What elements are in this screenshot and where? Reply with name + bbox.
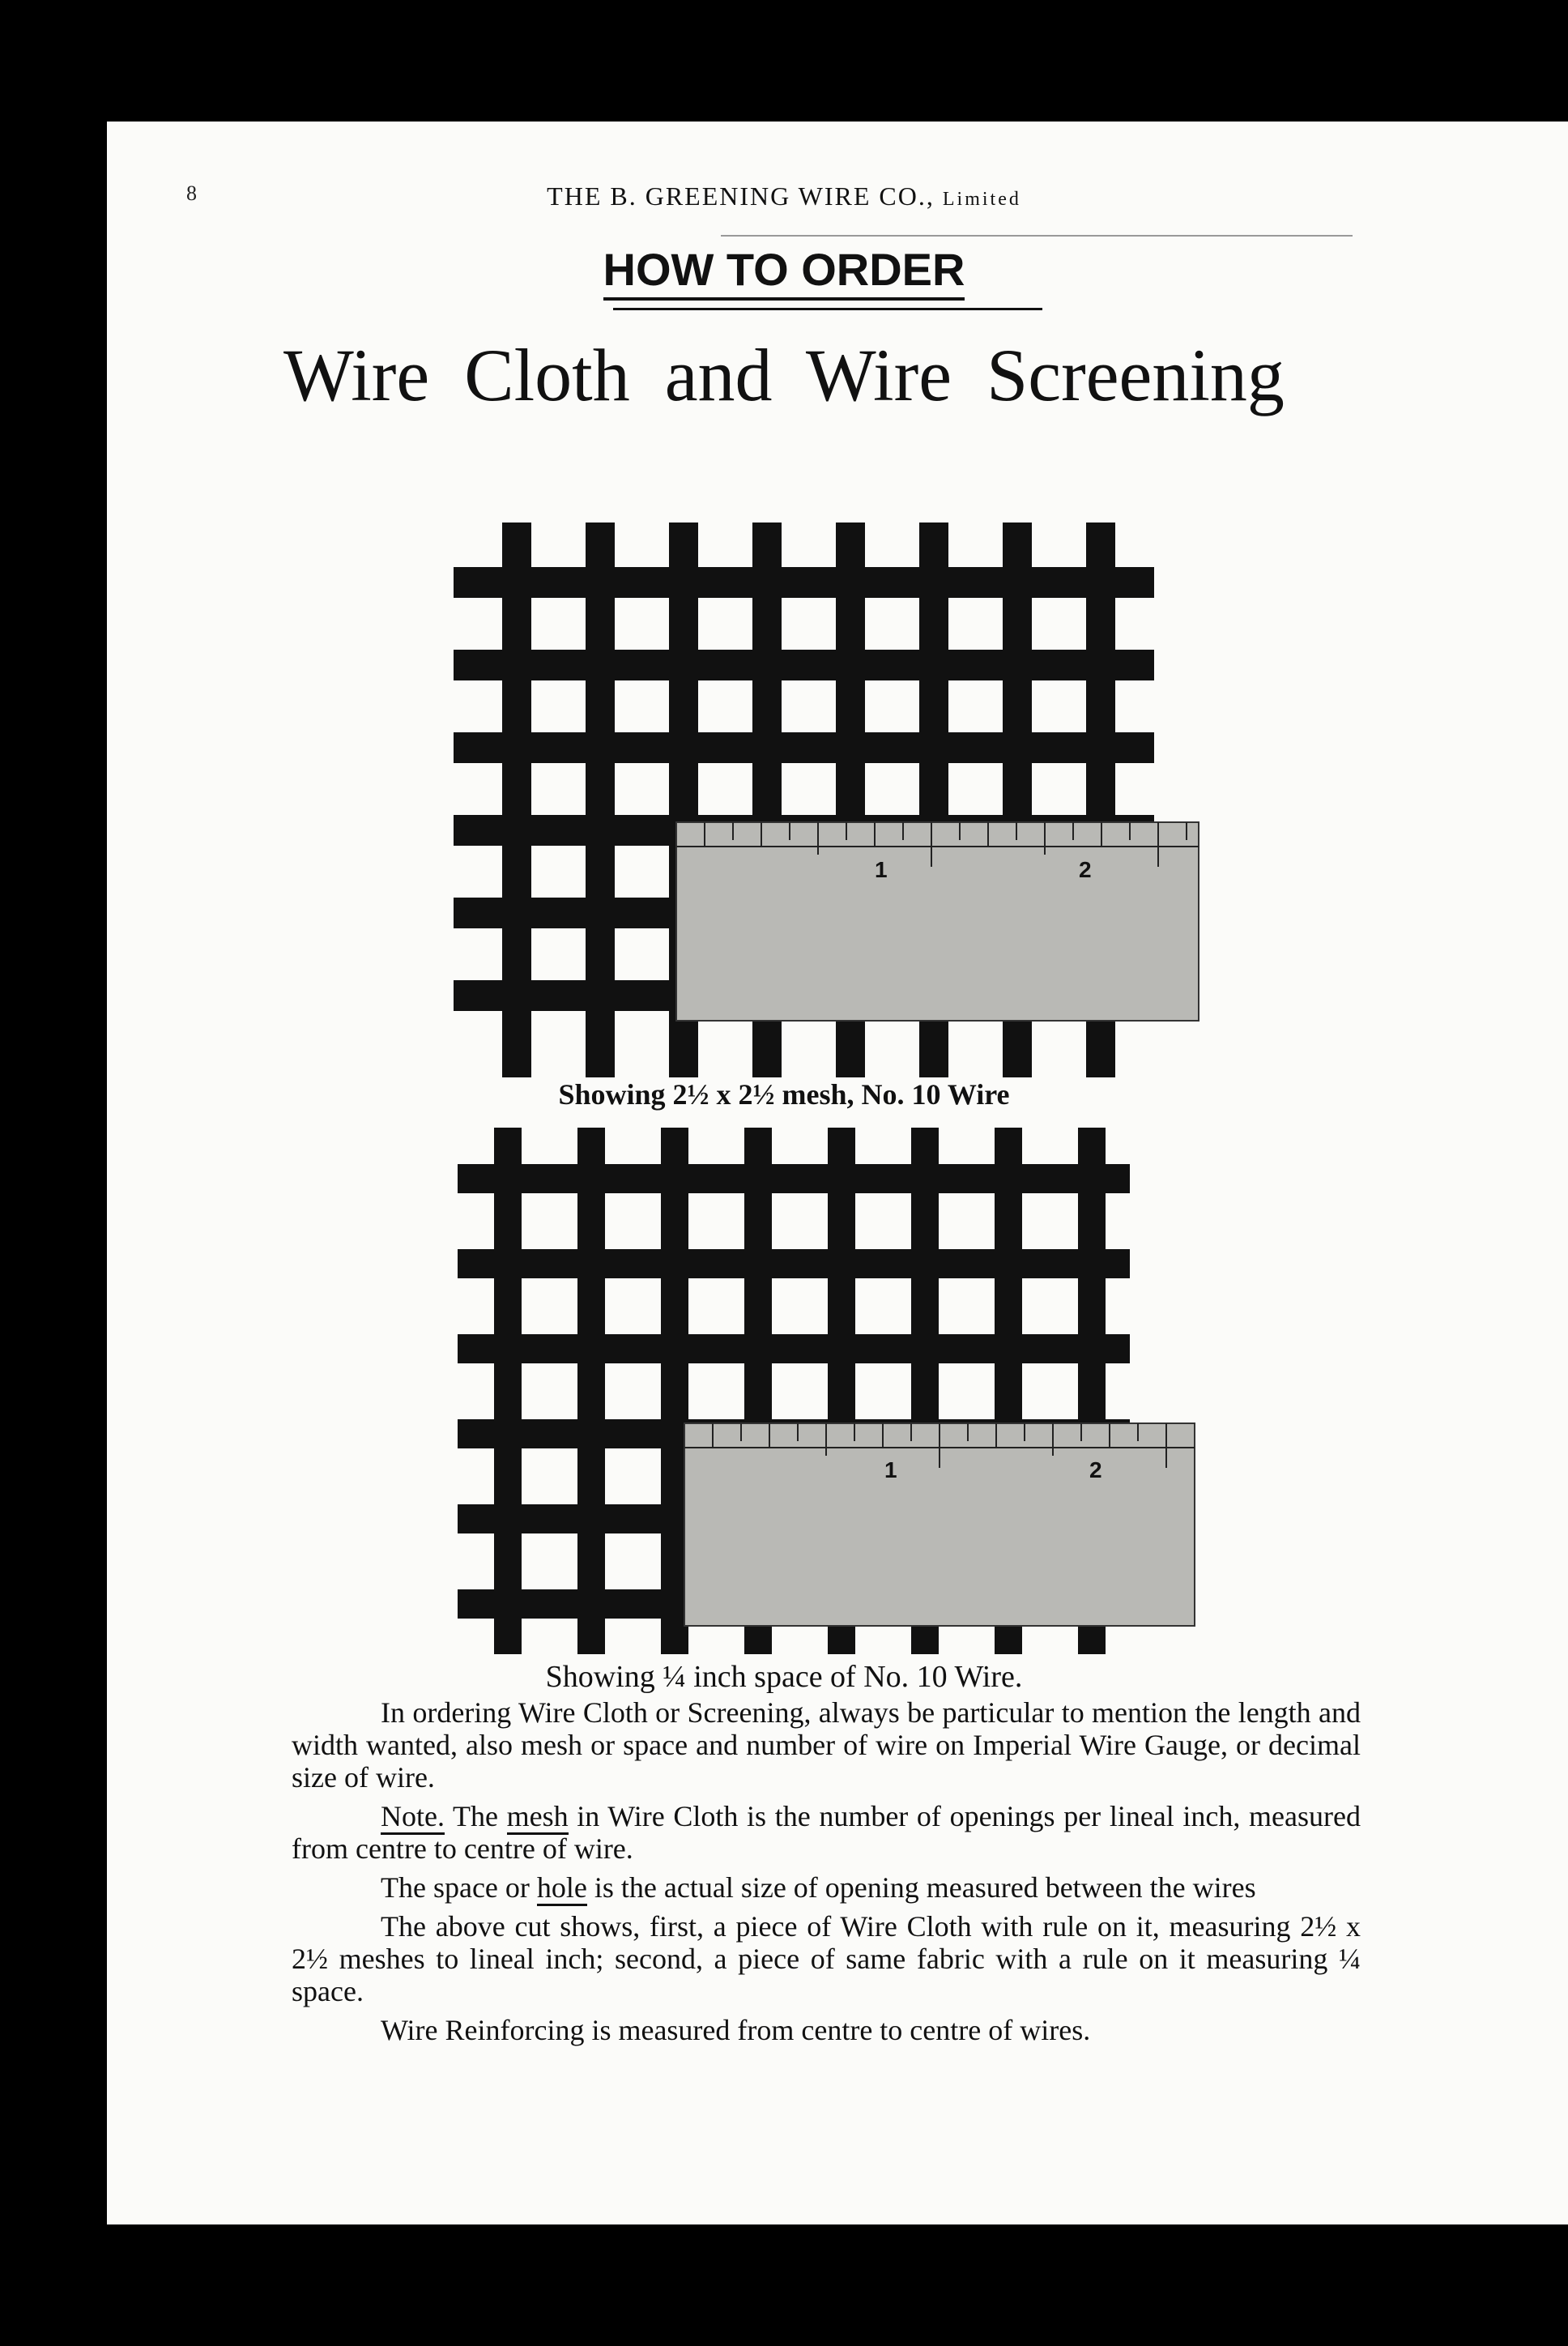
header-rule xyxy=(721,235,1353,237)
section-heading xyxy=(0,243,1568,301)
space-text-b: is the actual size of opening measured between the wires xyxy=(586,1871,1256,1904)
running-head-main: THE B. GREENING WIRE CO., xyxy=(547,181,943,211)
figure-mesh-quarter-space xyxy=(458,1128,1211,1654)
ruler-label-2: 2 xyxy=(1089,1457,1102,1482)
note-text-b: in Wire Cloth is the number of openings per lineal inch, measured from centre to centre of wire. xyxy=(292,1800,1361,1865)
ruler xyxy=(676,822,1199,1021)
paragraph-note xyxy=(292,1800,1361,1865)
paragraph-ordering: In ordering Wire Cloth or Screening, always be particular to mention the length and width wanted, also mesh or space and number of wire on Imperial Wire Gauge, or decimal size of wire. xyxy=(292,1696,1361,1794)
hole-term: hole xyxy=(537,1871,587,1906)
page-number: 8 xyxy=(186,181,197,205)
body-text xyxy=(292,1696,1361,2053)
ruler-label-1: 1 xyxy=(884,1457,897,1482)
paragraph-above-cut: The above cut shows, first, a piece of Wire Cloth with rule on it, measuring 2½ x 2½ meshes to lineal inch; second, a piece of same fabric with a rule on it measuring ¼ space. xyxy=(292,1910,1361,2007)
heading-double-rule xyxy=(613,308,1042,310)
ruler-label-1: 1 xyxy=(875,857,888,882)
figure-caption-1: Showing 2½ x 2½ mesh, No. 10 Wire xyxy=(558,1078,1010,1111)
mesh-term: mesh xyxy=(507,1800,569,1835)
space-text-a: The space or xyxy=(381,1871,537,1904)
note-label: Note. xyxy=(381,1800,445,1835)
running-head xyxy=(0,181,1568,211)
ruler-label-2: 2 xyxy=(1079,857,1092,882)
section-heading-text: HOW TO ORDER xyxy=(603,243,965,301)
figure-mesh-2half xyxy=(454,523,1207,1081)
note-text-a: The xyxy=(444,1800,507,1832)
paragraph-space xyxy=(292,1871,1361,1904)
page-title: Wire Cloth and Wire Screening xyxy=(283,334,1285,416)
figure-caption-2: Showing ¼ inch space of No. 10 Wire. xyxy=(545,1660,1023,1694)
running-head-limited: Limited xyxy=(942,189,1021,210)
page-header xyxy=(0,181,1568,230)
paragraph-reinforcing: Wire Reinforcing is measured from centre to centre of wires. xyxy=(381,2014,1091,2046)
